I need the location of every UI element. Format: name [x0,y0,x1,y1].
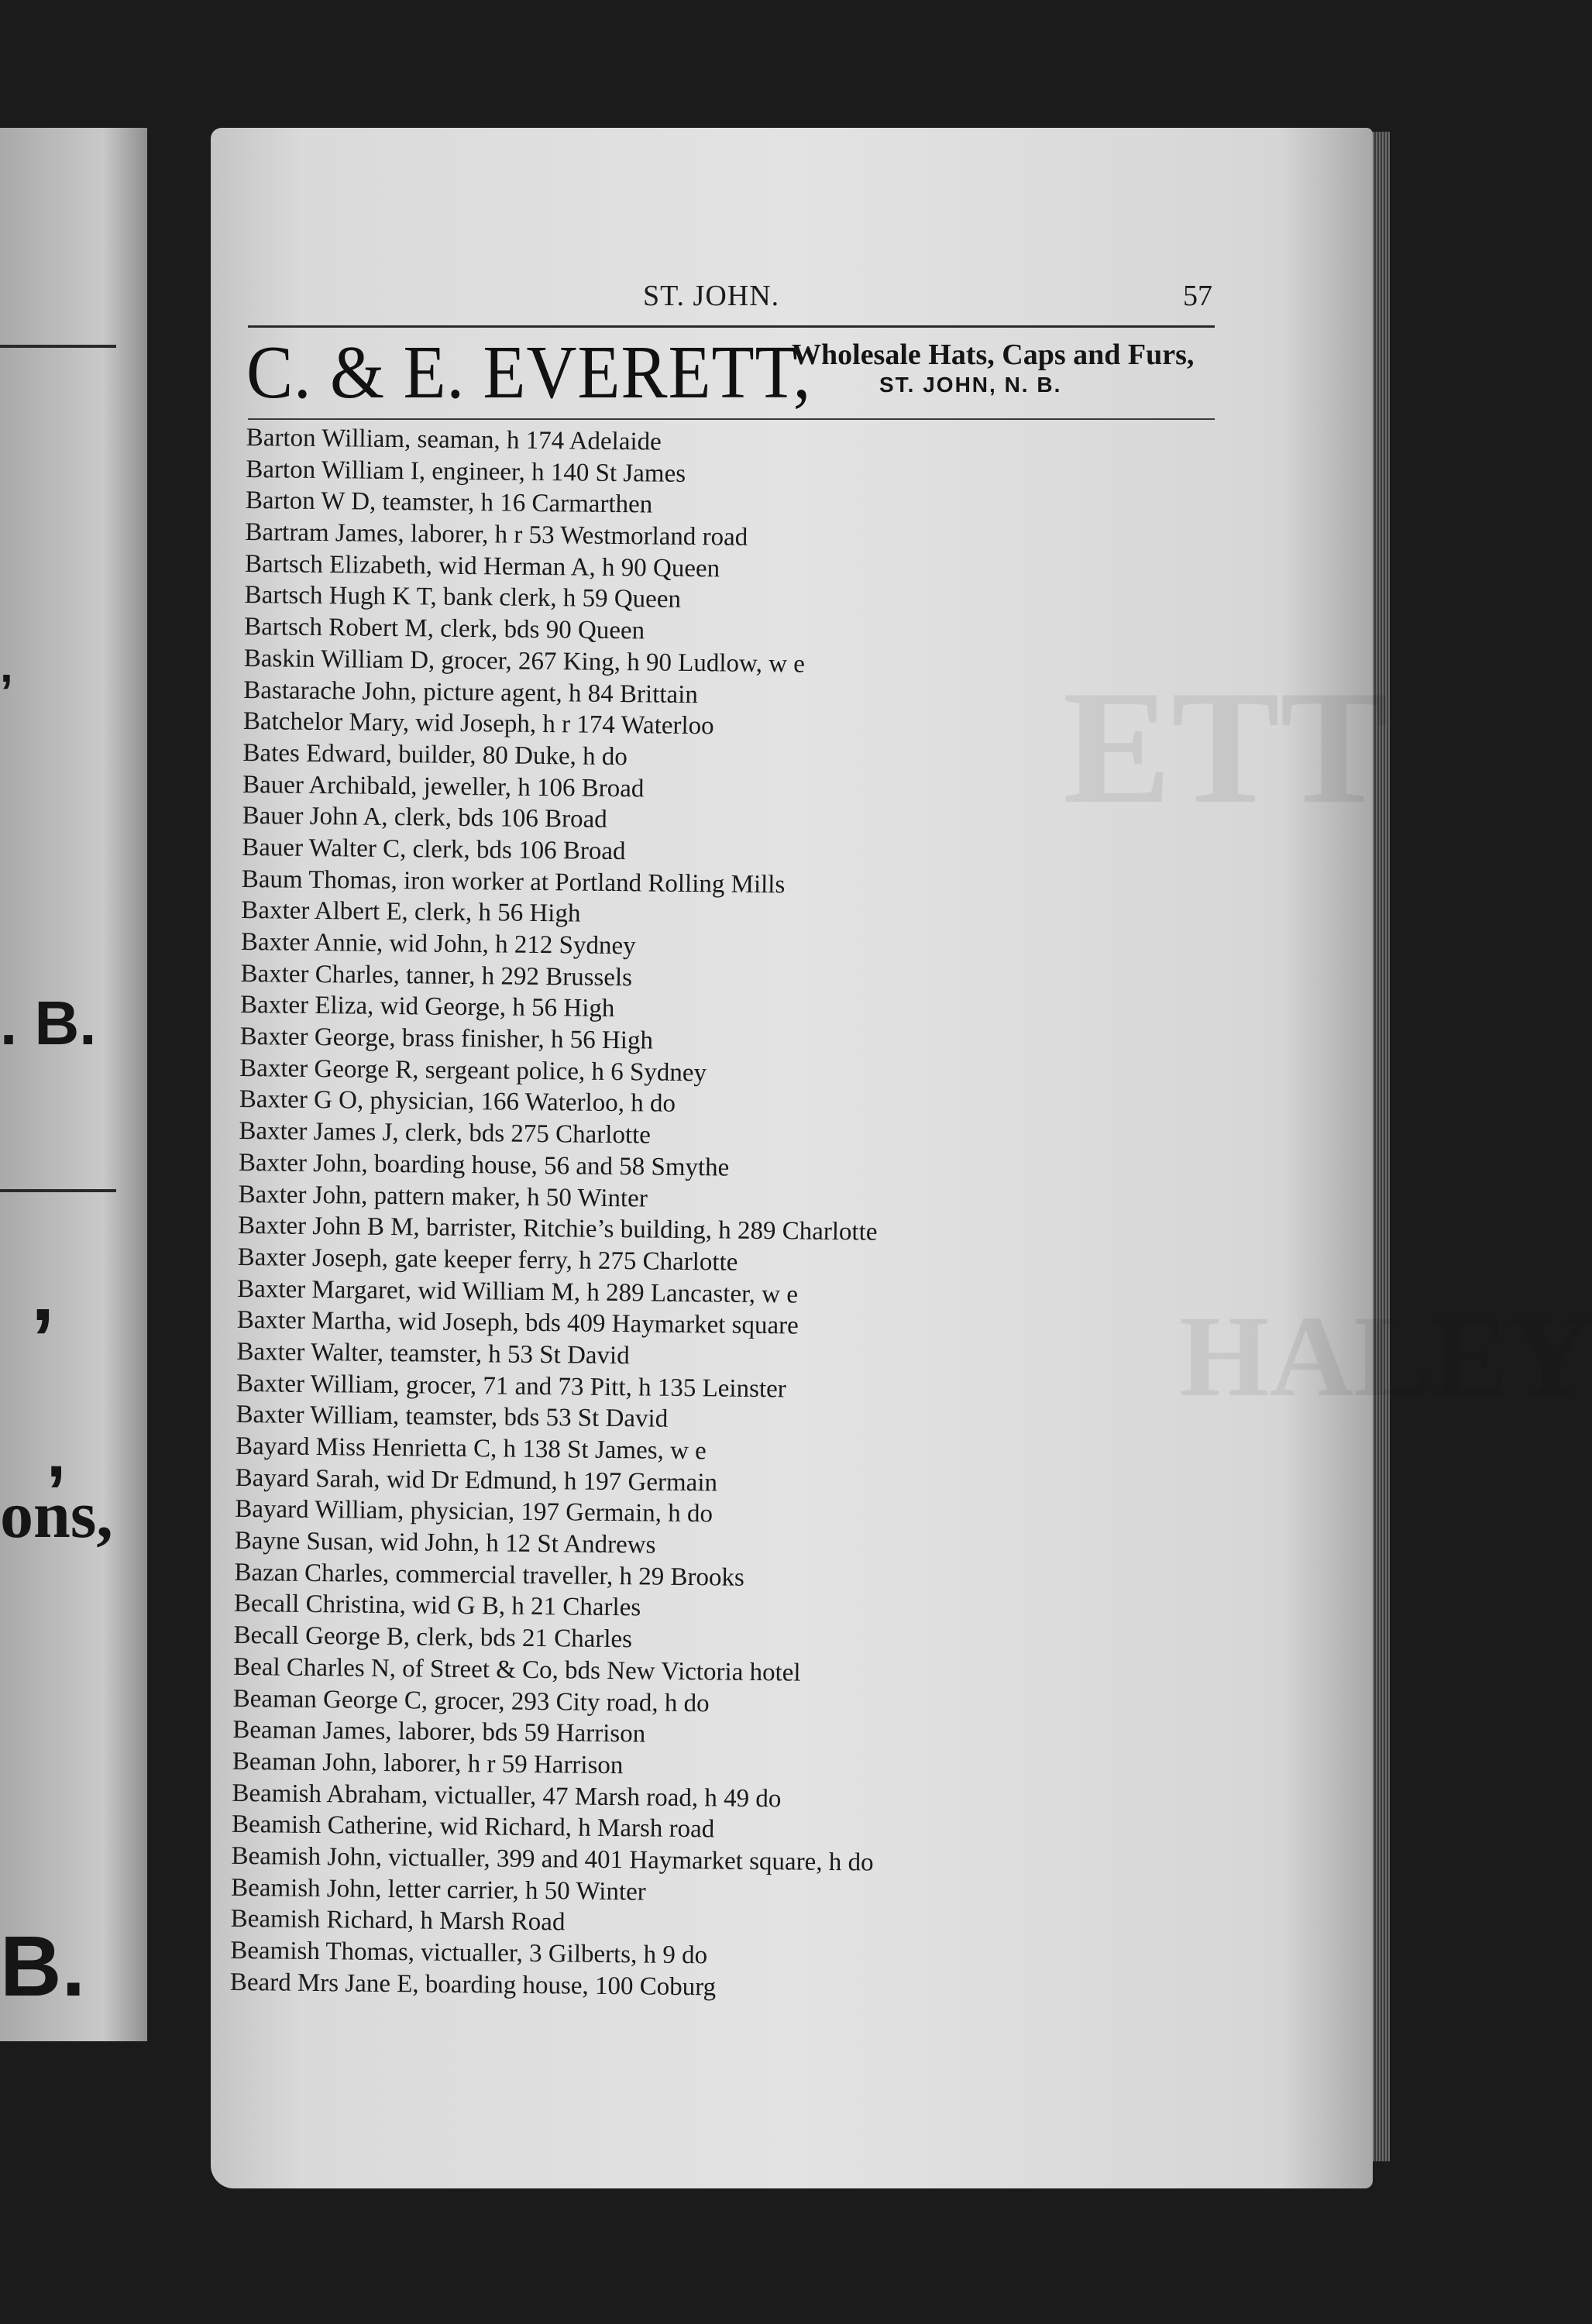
facing-page-fragment: , [0,640,13,692]
directory-entry: Beamish John, victualler, 399 and 401 Haymarket square, h do [231,1841,874,1877]
directory-entries [230,422,1215,2008]
directory-entry: Baxter William, teamster, bds 53 St David [236,1401,669,1434]
directory-entry: Bastarache John, picture agent, h 84 Brittain [243,676,699,709]
directory-entry: Baxter Martha, wid Joseph, bds 409 Haymarket square [236,1306,799,1340]
show-through: ETT [1063,658,1389,837]
directory-entry: Baxter James J, clerk, bds 275 Charlotte [239,1117,652,1150]
directory-entry: Baxter George, brass finisher, h 56 High [239,1023,654,1055]
directory-entry: Beamish Richard, h Marsh Road [230,1905,566,1937]
directory-entry: Bartsch Robert M, clerk, bds 90 Queen [244,613,645,645]
directory-entry: Bayard Miss Henrietta C, h 138 St James, w e [235,1432,707,1466]
directory-entry: Beamish John, letter carrier, h 50 Winter [231,1873,646,1906]
facing-page-rule [0,345,116,348]
directory-entry: Baum Thomas, iron worker at Portland Rolling Mills [241,865,786,899]
facing-page [0,128,147,2041]
directory-entry: Beal Charles N, of Street & Co, bds New Victoria hotel [232,1652,801,1687]
directory-entry: Barton W D, teamster, h 16 Carmarthen [245,486,653,519]
directory-entry: Baskin William D, grocer, 267 King, h 90 Ludlow, w e [243,644,806,679]
banner-top-rule [248,325,1215,328]
directory-entry: Barton William, seaman, h 174 Adelaide [246,423,662,456]
directory-entry: Batchelor Mary, wid Joseph, h r 174 Waterloo [242,707,714,741]
page-edge [1373,132,1390,2161]
facing-page-fragment: ons, [0,1477,113,1552]
directory-entry: Baxter John, pattern maker, h 50 Winter [238,1180,648,1212]
directory-entry: Baxter Eliza, wid George, h 56 High [239,991,615,1023]
directory-entry: Bayard Sarah, wid Dr Edmund, h 197 Germain [235,1463,718,1497]
facing-page-fragment: . B. [0,988,97,1057]
directory-entry: Beaman John, laborer, h r 59 Harrison [232,1747,624,1780]
facing-page-fragment: B. [0,1919,85,2014]
directory-entry: Bayard William, physician, 197 Germain, h do [235,1495,713,1528]
directory-entry: Barton William I, engineer, h 140 St James [246,455,686,488]
directory-entry: Baxter Annie, wid John, h 212 Sydney [240,927,636,961]
advertiser-location: ST. JOHN, N. B. [879,373,1062,397]
banner-bottom-rule [248,418,1215,420]
directory-entry: Baxter Albert E, clerk, h 56 High [241,896,581,928]
facing-page-fragment: ’ [31,1291,55,1387]
directory-entry: Bartsch Hugh K T, bank clerk, h 59 Queen [244,581,682,614]
directory-entry: Baxter Charles, tanner, h 292 Brussels [240,959,633,992]
directory-entry: Baxter Walter, teamster, h 53 St David [236,1337,630,1370]
directory-entry: Bartsch Elizabeth, wid Herman A, h 90 Queen [244,549,720,583]
directory-entry: Beamish Catherine, wid Richard, h Marsh road [231,1810,715,1844]
directory-entry: Baxter George R, sergeant police, h 6 Sydney [239,1054,707,1088]
directory-entry: Becall Christina, wid G B, h 21 Charles [233,1590,641,1622]
directory-entry: Bauer John A, clerk, bds 106 Broad [242,802,607,834]
directory-entry: Bazan Charles, commercial traveller, h 29 Brooks [234,1558,745,1592]
directory-entry: Baxter William, grocer, 71 and 73 Pitt, h 135 Leinster [236,1369,786,1403]
advertiser-name: C. & E. EVERETT, [246,331,812,414]
running-head: ST. JOHN. [643,280,780,312]
directory-entry: Baxter Joseph, gate keeper ferry, h 275 Charlotte [237,1243,738,1277]
directory-entry: Bauer Walter C, clerk, bds 106 Broad [242,833,626,866]
directory-entry: Baxter Margaret, wid William M, h 289 Lancaster, w e [237,1274,799,1309]
facing-page-rule [0,1189,116,1192]
directory-entry: Bartram James, laborer, h r 53 Westmorland road [245,518,748,552]
show-through: HALEY [1179,1292,1592,1421]
directory-entry: Bates Edward, builder, 80 Duke, h do [242,738,628,772]
directory-entry: Bayne Susan, wid John, h 12 St Andrews [234,1526,656,1559]
advertiser-tagline: Wholesale Hats, Caps and Furs, [792,339,1195,371]
directory-entry: Becall George B, clerk, bds 21 Charles [233,1621,633,1654]
page-number: 57 [1183,280,1212,312]
directory-entry: Beard Mrs Jane E, boarding house, 100 Coburg [229,1968,717,2002]
directory-entry: Baxter G O, physician, 166 Waterloo, h do [239,1085,676,1119]
facing-page-fragment: , [46,1415,67,1492]
directory-entry: Beaman James, laborer, bds 59 Harrison [232,1716,646,1748]
directory-entry: Beamish Abraham, victualler, 47 Marsh road, h 49 do [232,1779,782,1813]
directory-entry: Beaman George C, grocer, 293 City road, h do [232,1684,710,1717]
directory-entry: Beamish Thomas, victualler, 3 Gilberts, h 9 do [230,1936,708,1970]
directory-entry: Baxter John B M, barrister, Ritchie’s building, h 289 Charlotte [237,1212,878,1246]
directory-entry: Bauer Archibald, jeweller, h 106 Broad [242,770,645,803]
directory-entry: Baxter John, boarding house, 56 and 58 Smythe [238,1148,730,1182]
